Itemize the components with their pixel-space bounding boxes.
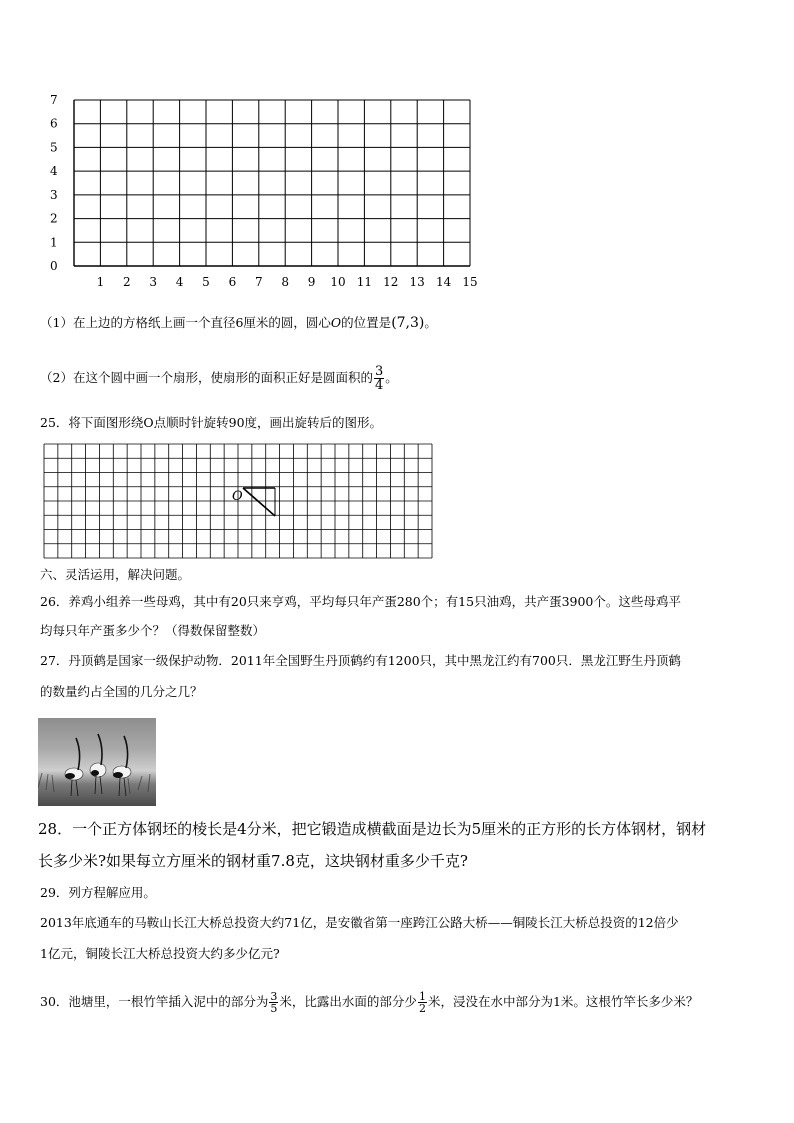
y-tick-label: 3 [50, 187, 58, 202]
x-tick-label: 1 [96, 275, 105, 289]
x-tick-label: 2 [122, 275, 131, 289]
q28-line1: 28．一个正方体钢坯的棱长是4分米，把它锻造成横截面是边长为5厘米的正方形的长方体钢材，钢材 [38, 820, 707, 838]
q29-title: 29．列方程解应用。 [40, 885, 156, 900]
x-tick-label: 5 [202, 275, 210, 289]
y-tick-label: 2 [50, 211, 58, 226]
x-tick-label: 9 [307, 275, 316, 289]
x-tick-label: 14 [435, 275, 452, 289]
coordinate-grid [0, 0, 794, 300]
rotation-figure [243, 488, 275, 516]
x-tick-label: 12 [383, 275, 399, 289]
x-tick-label: 8 [281, 275, 290, 289]
x-tick-label: 11 [356, 275, 373, 289]
x-tick-label: 4 [175, 275, 184, 289]
q30-text: 30．池塘里，一根竹竿插入泥中的部分为 $\frac{3}{5}$ 米，比露出水面的部分少 $\frac{1}{2}$ 米，浸没在水中部分为1米。这根竹竿长多少米？ [40, 990, 699, 1015]
y-tick-label: 6 [50, 116, 58, 131]
center-o-symbol: O [330, 315, 342, 330]
x-tick-label: 3 [149, 275, 158, 289]
x-tick-label: 6 [228, 275, 237, 289]
x-tick-label: 10 [330, 275, 346, 289]
q25-text: 25．将下面图形绕O点顺时针旋转90度，画出旋转后的图形。 [40, 415, 383, 430]
crane-photo [38, 718, 156, 806]
center-coordinate: (7,3) [391, 315, 425, 331]
q27-line1: 27．丹顶鹤是国家一级保护动物．2011年全国野生丹顶鹤约有1200只，其中黑龙江约有700只．黑龙江野生丹顶鹤 [40, 653, 681, 668]
q29-line1: 2013年底通车的马鞍山长江大桥总投资大约71亿，是安徽省第一座跨江公路大桥——铜陵长江大桥总投资的12倍少 [40, 915, 679, 930]
fraction-three-quarters: $\frac{3}{4}$ [374, 364, 384, 393]
x-tick-label: 15 [462, 275, 478, 289]
q27-line2: 的数量约占全国的几分之几？ [40, 684, 203, 699]
x-axis-ticks [97, 275, 478, 289]
grid-lines [74, 100, 470, 266]
q24-part2: （2）在这个圆中画一个扇形，使扇形的面积正好是圆面积的 $\frac{3}{4}$ 。 [40, 364, 398, 393]
q26-line2: 均每只年产蛋多少个？（得数保留整数） [40, 623, 266, 638]
fraction-one-half: $\frac{1}{2}$ [418, 990, 426, 1015]
q26-line1: 26．养鸡小组养一些母鸡，其中有20只来亨鸡，平均每只年产蛋280个；有15只油鸡，共产蛋3900个。这些母鸡平 [40, 594, 681, 609]
y-tick-label: 7 [50, 93, 58, 107]
x-tick-label: 7 [254, 275, 263, 289]
rotation-grid [0, 430, 794, 570]
y-tick-label: 0 [50, 259, 58, 273]
q28-line2: 长多少米?如果每立方厘米的钢材重7.8克，这块钢材重多少千克? [38, 852, 468, 870]
fraction-three-fifths: $\frac{3}{5}$ [270, 990, 278, 1015]
q24-part1: （1）在上边的方格纸上画一个直径6厘米的圆，圆心O的位置是(7,3)。 [40, 315, 437, 331]
point-o-label: O [232, 489, 243, 504]
y-tick-label: 4 [50, 164, 58, 179]
y-tick-label: 5 [50, 140, 58, 155]
section-six-title: 六、灵活运用，解决问题。 [40, 567, 191, 582]
x-tick-label: 13 [409, 275, 425, 289]
q29-line2: 1亿元，铜陵长江大桥总投资大约多少亿元? [40, 946, 280, 961]
y-axis-ticks [50, 93, 58, 273]
y-tick-label: 1 [50, 235, 58, 250]
